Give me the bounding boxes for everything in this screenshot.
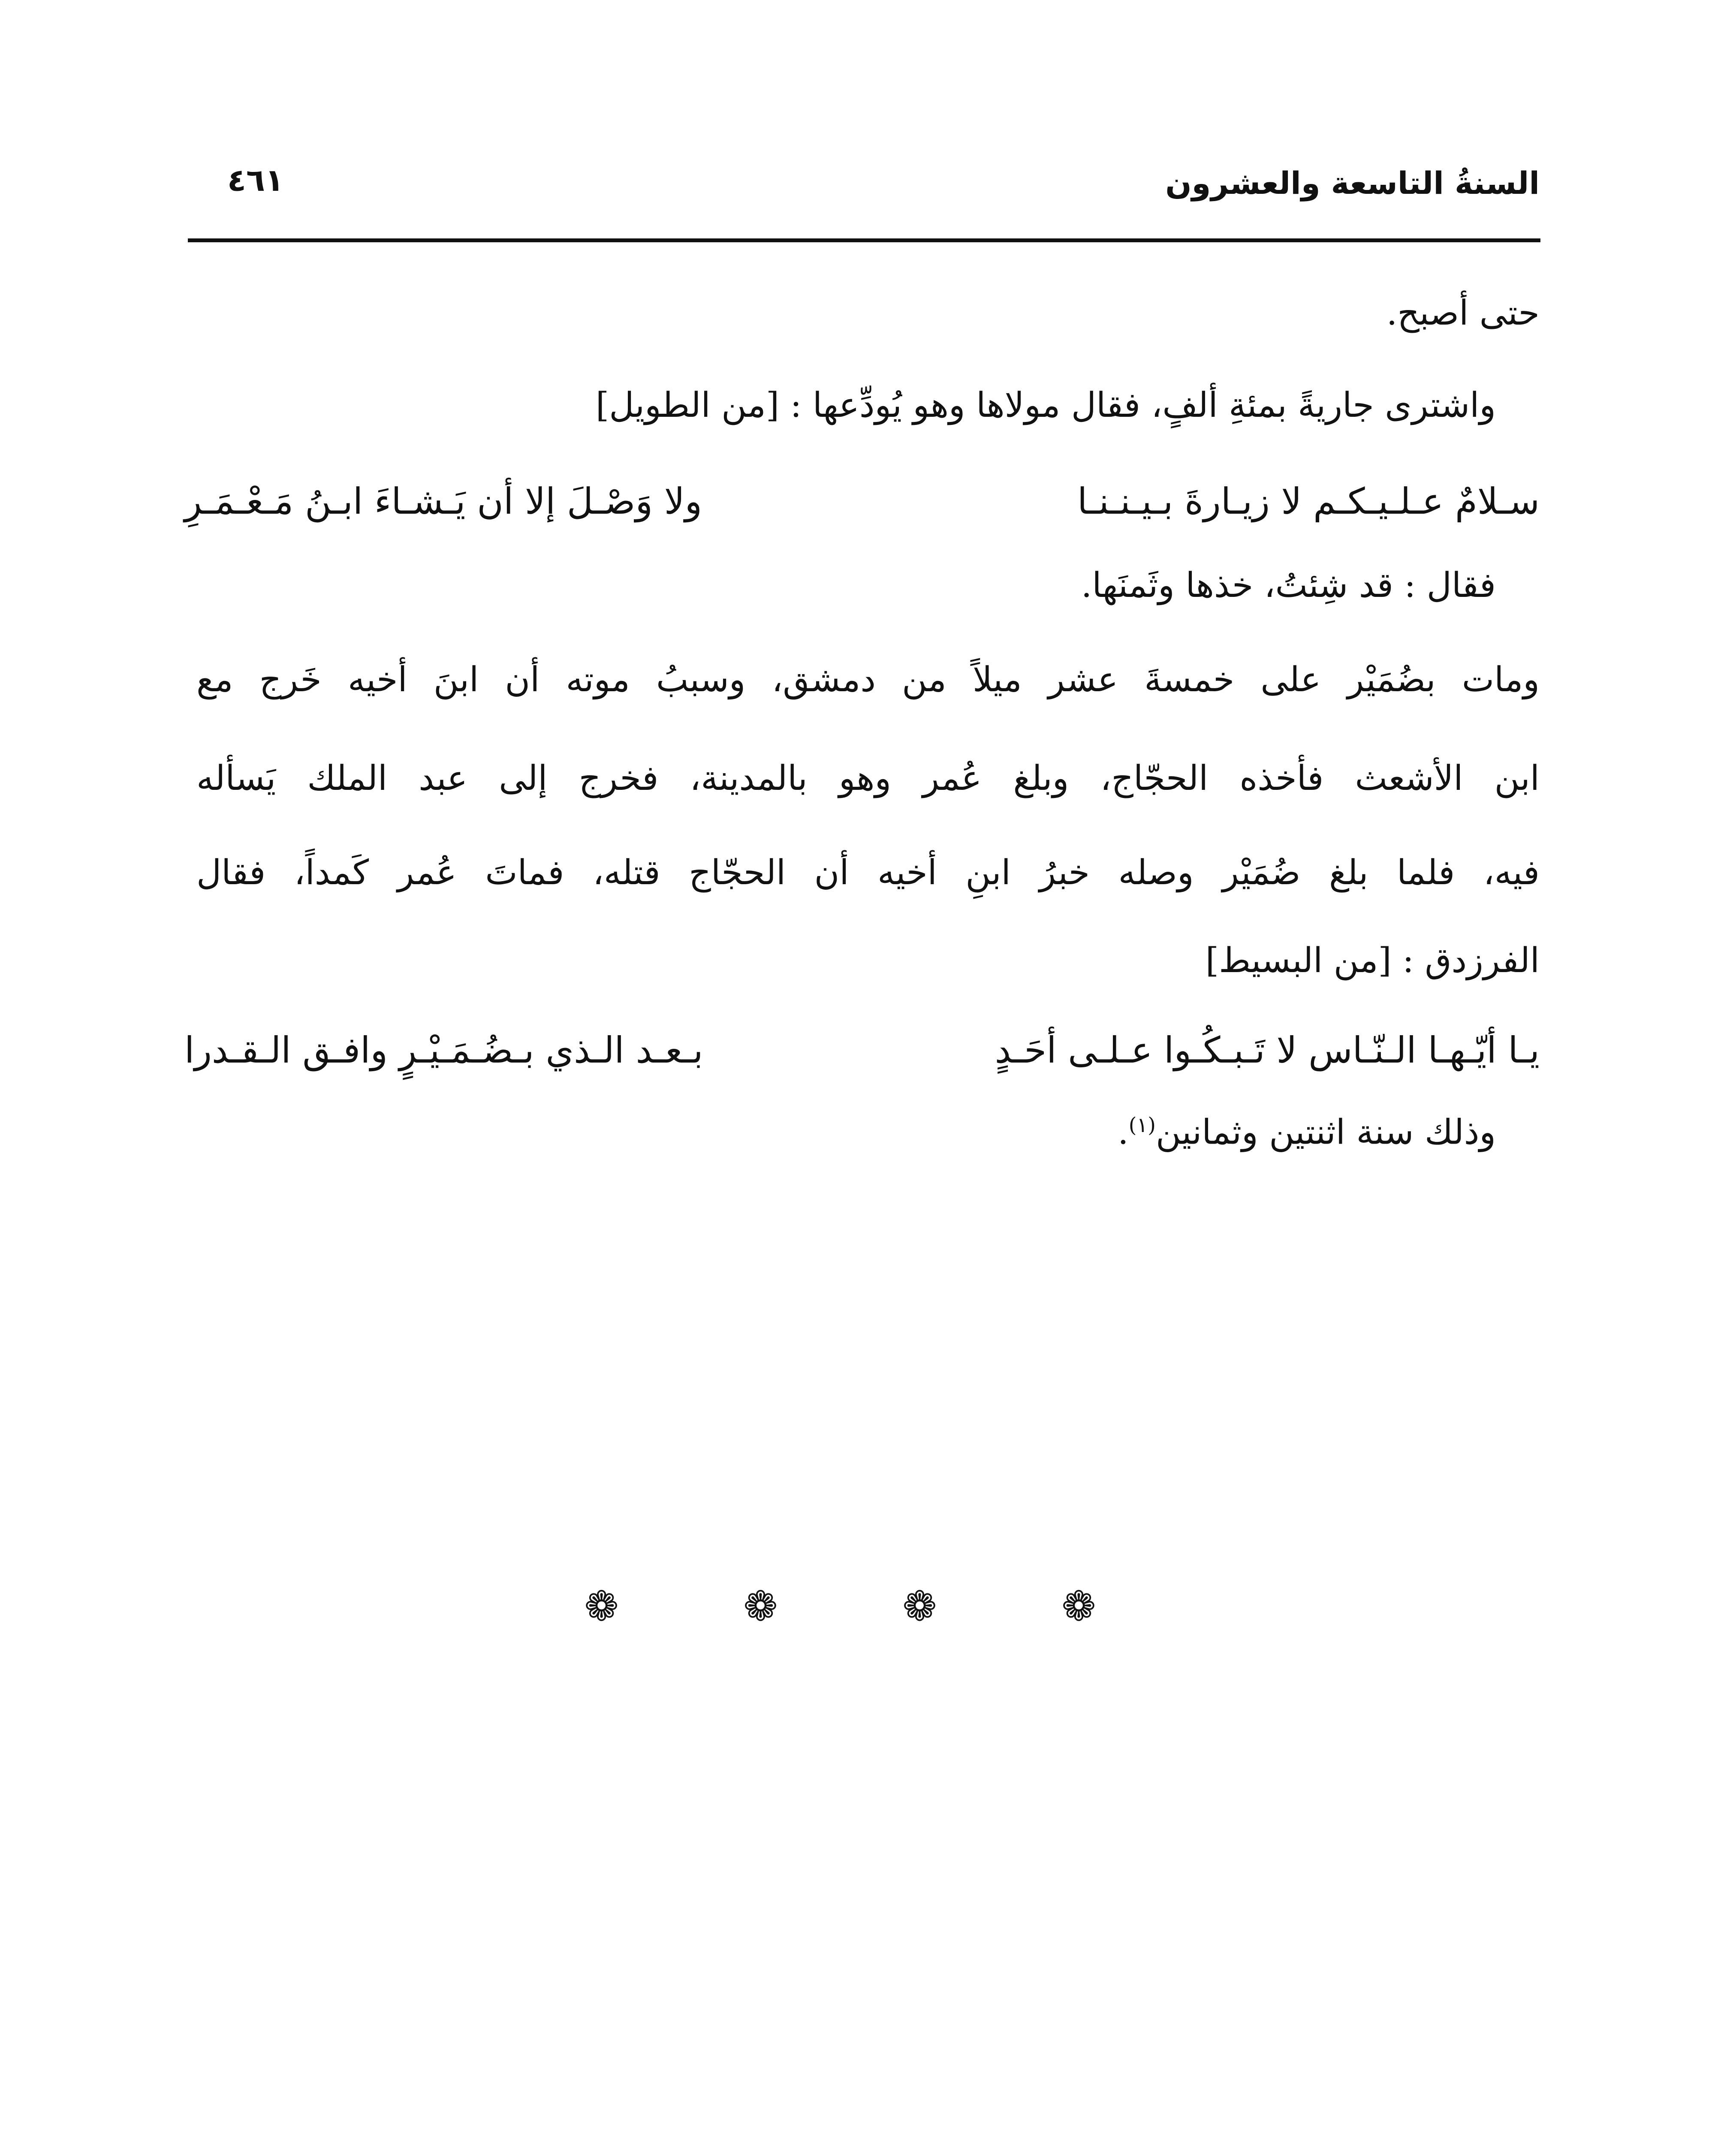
footnote-reference-1: (١) xyxy=(1128,1113,1156,1137)
verse-2-second-hemistich: بـعـد الـذي بـضُـمَـيْـرٍ وافـق الـقـدرا xyxy=(184,1029,703,1071)
flower-ornament-icon: ❁ xyxy=(584,1582,675,1630)
verse-2-first-hemistich: يـا أيّـهـا الـنّـاس لا تَـبـكُـوا عـلـى أحَـدٍ xyxy=(995,1029,1540,1071)
page-number: ٤٦١ xyxy=(227,162,284,198)
text-line-7: الفرزدق : [من البسيط] xyxy=(1205,940,1540,980)
verse-1-second-hemistich: ولا وَصْـلَ إلا أن يَـشـاءَ ابـنُ مَـعْـمَـرِ xyxy=(184,480,702,522)
verse-1 xyxy=(184,480,1540,527)
text-line-4: ومات بضُمَيْر على خمسةَ عشر ميلاً من دمشق، وسببُ موته أن ابنَ أخيه خَرج مع xyxy=(196,659,1540,699)
verse-1-first-hemistich: سـلامٌ عـلـيـكـم لا زيـارةَ بـيـنـنـا xyxy=(1077,480,1540,522)
text-line-5: ابن الأشعث فأخذه الحجّاج، وبلغ عُمر وهو بالمدينة، فخرج إلى عبد الملك يَسأله xyxy=(196,758,1540,798)
running-header-title: السنةُ التاسعة والعشرون xyxy=(1165,165,1540,201)
text-line-1: حتى أصبح. xyxy=(1386,293,1540,333)
text-line-8-end: . xyxy=(1118,1112,1129,1152)
header-divider xyxy=(188,238,1540,242)
verse-2 xyxy=(184,1029,1540,1076)
section-ornaments xyxy=(0,1582,1736,1630)
text-line-3: فقال : قد شِئتُ، خذها وثَمنَها. xyxy=(1081,565,1496,605)
text-line-8 xyxy=(1118,1112,1496,1152)
text-line-2: واشترى جاريةً بمئةِ ألفٍ، فقال مولاها وهو يُودِّعها : [من الطويل] xyxy=(596,385,1496,425)
text-line-6: فيه، فلما بلغ ضُمَيْر وصله خبرُ ابنِ أخيه أن الحجّاج قتله، فماتَ عُمر كَمداً، فقال xyxy=(196,852,1540,892)
flower-ornament-icon: ❁ xyxy=(1061,1582,1152,1630)
flower-ornament-icon: ❁ xyxy=(902,1582,993,1630)
flower-ornament-icon: ❁ xyxy=(743,1582,834,1630)
text-line-8-main: وذلك سنة اثنتين وثمانين xyxy=(1155,1112,1496,1152)
